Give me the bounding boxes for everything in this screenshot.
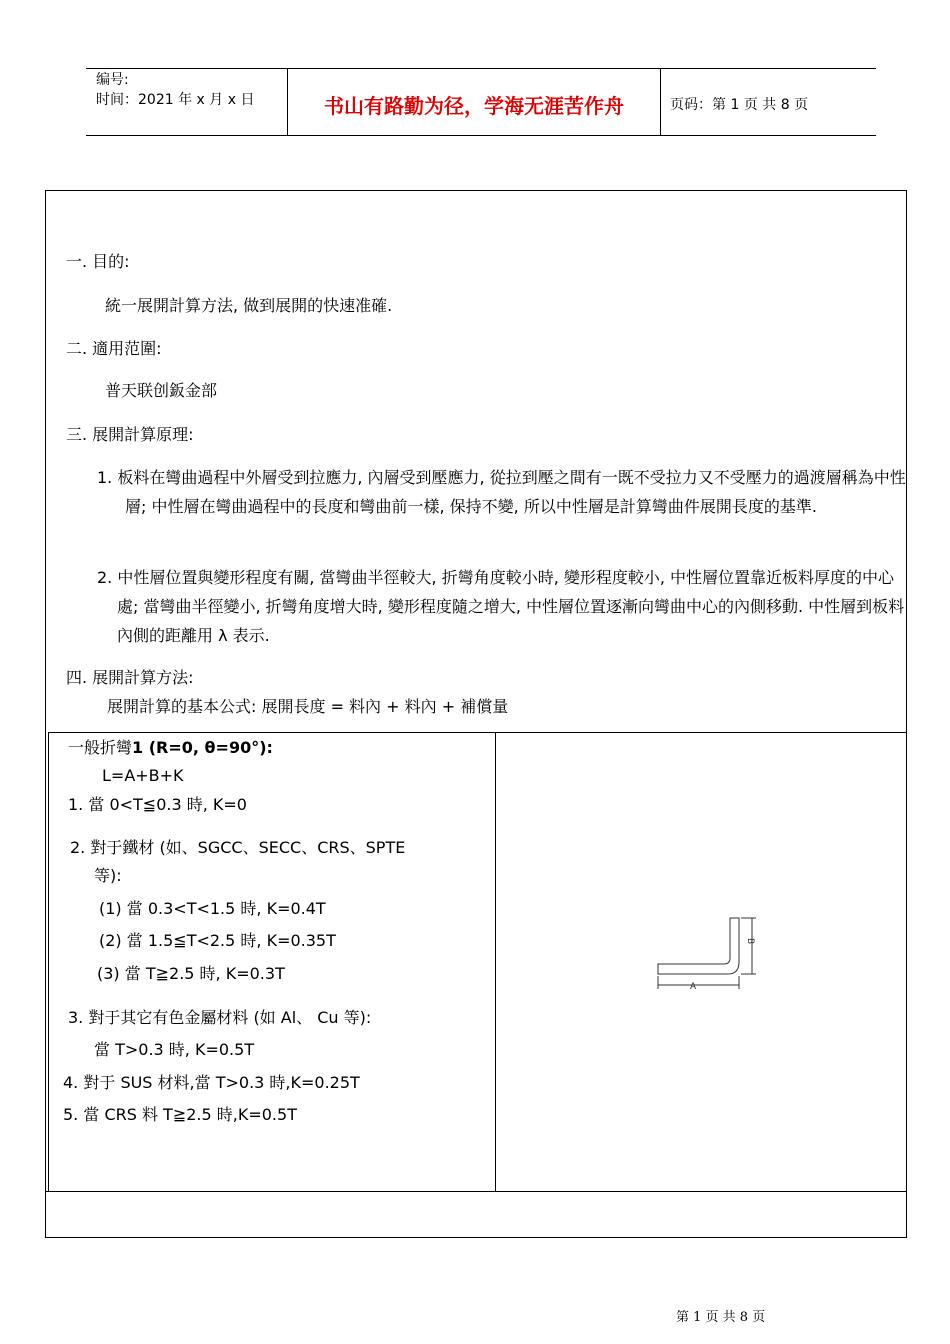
- method-title: 四. 展開計算方法:: [66, 668, 194, 687]
- bend-rule-2-2: (2) 當 1.5≦T<2.5 時, K=0.35T: [99, 931, 336, 950]
- bend-formula: L=A+B+K: [102, 766, 184, 785]
- bend-profile: [658, 918, 739, 974]
- purpose-title: 一. 目的:: [66, 252, 130, 271]
- dim-label-b: B: [745, 938, 755, 945]
- bend-diagram: [650, 910, 770, 995]
- bend-table-divider: [495, 732, 496, 1192]
- method-formula: 展開計算的基本公式: 展開長度 = 料內 + 料內 + 補償量: [107, 697, 509, 716]
- header-divider-1: [287, 68, 288, 136]
- bend-title-text: 一般折彎: [68, 738, 133, 757]
- purpose-text: 統一展開計算方法, 做到展開的快速准確.: [105, 296, 393, 315]
- footer-page-number: 第 1 页 共 8 页: [676, 1310, 766, 1325]
- principle-1: 1. 板料在彎曲過程中外層受到拉應力, 內層受到壓應力, 從拉到壓之間有一既不受拉力又不受壓力的過渡層稱為中性層; 中性層在彎曲過程中的長度和彎曲前一樣, 保持不變, 所以中性層是計算彎曲件展開長度的基準.: [97, 468, 906, 516]
- principle-title: 三. 展開計算原理:: [66, 425, 194, 444]
- bend-rule-2b: 等):: [94, 866, 122, 885]
- bend-rule-3a: 3. 對于其它有色金屬材料 (如 Al、 Cu 等):: [68, 1008, 372, 1027]
- header-meta: [96, 70, 254, 110]
- bend-rule-2a: 2. 對于鐵材 (如、SGCC、SECC、CRS、SPTE: [70, 838, 406, 857]
- header-divider-2: [660, 68, 661, 136]
- scope-text: [105, 381, 217, 401]
- principle-2: 2. 中性層位置與變形程度有關, 當彎曲半徑較大, 折彎角度較小時, 變形程度較小, 中性層位置靠近板料厚度的中心處; 當彎曲半徑變小, 折彎角度增大時, 變形程度隨之增大, 中性層位置逐漸向彎曲中心的內側移動. 中性層到板料內側的距離用 λ 表示.: [97, 568, 905, 645]
- bend-rule-4: 4. 對于 SUS 材料,當 T>0.3 時,K=0.25T: [63, 1073, 360, 1092]
- bend-title-params: 1 (R=0, θ=90°):: [132, 738, 273, 757]
- time-label: 时间：2021 年 x 月 x 日: [96, 92, 255, 108]
- header-page-label: 页码：第 1 页 共 8 页: [670, 97, 809, 113]
- number-label: 编号:: [96, 72, 129, 88]
- bend-rule-5: 5. 當 CRS 料 T≧2.5 時,K=0.5T: [63, 1105, 297, 1124]
- bend-title: [68, 738, 273, 758]
- dim-label-a: A: [690, 982, 697, 992]
- header-top-rule: [86, 68, 876, 69]
- bend-rule-2-1: (1) 當 0.3<T<1.5 時, K=0.4T: [99, 899, 326, 918]
- bend-rule-2-3: (3) 當 T≧2.5 時, K=0.3T: [97, 964, 285, 983]
- bend-rule-1: 1. 當 0<T≦0.3 時, K=0: [68, 795, 247, 814]
- scope-dept: 鈑金部: [169, 381, 218, 400]
- scope-company: 普天联创: [105, 381, 170, 400]
- bend-rule-3b: 當 T>0.3 時, K=0.5T: [94, 1040, 255, 1059]
- header-bottom-rule: [86, 135, 876, 136]
- header-motto: 书山有路勤为径，学海无涯苦作舟: [324, 94, 624, 118]
- scope-title: 二. 適用范圍:: [66, 339, 162, 358]
